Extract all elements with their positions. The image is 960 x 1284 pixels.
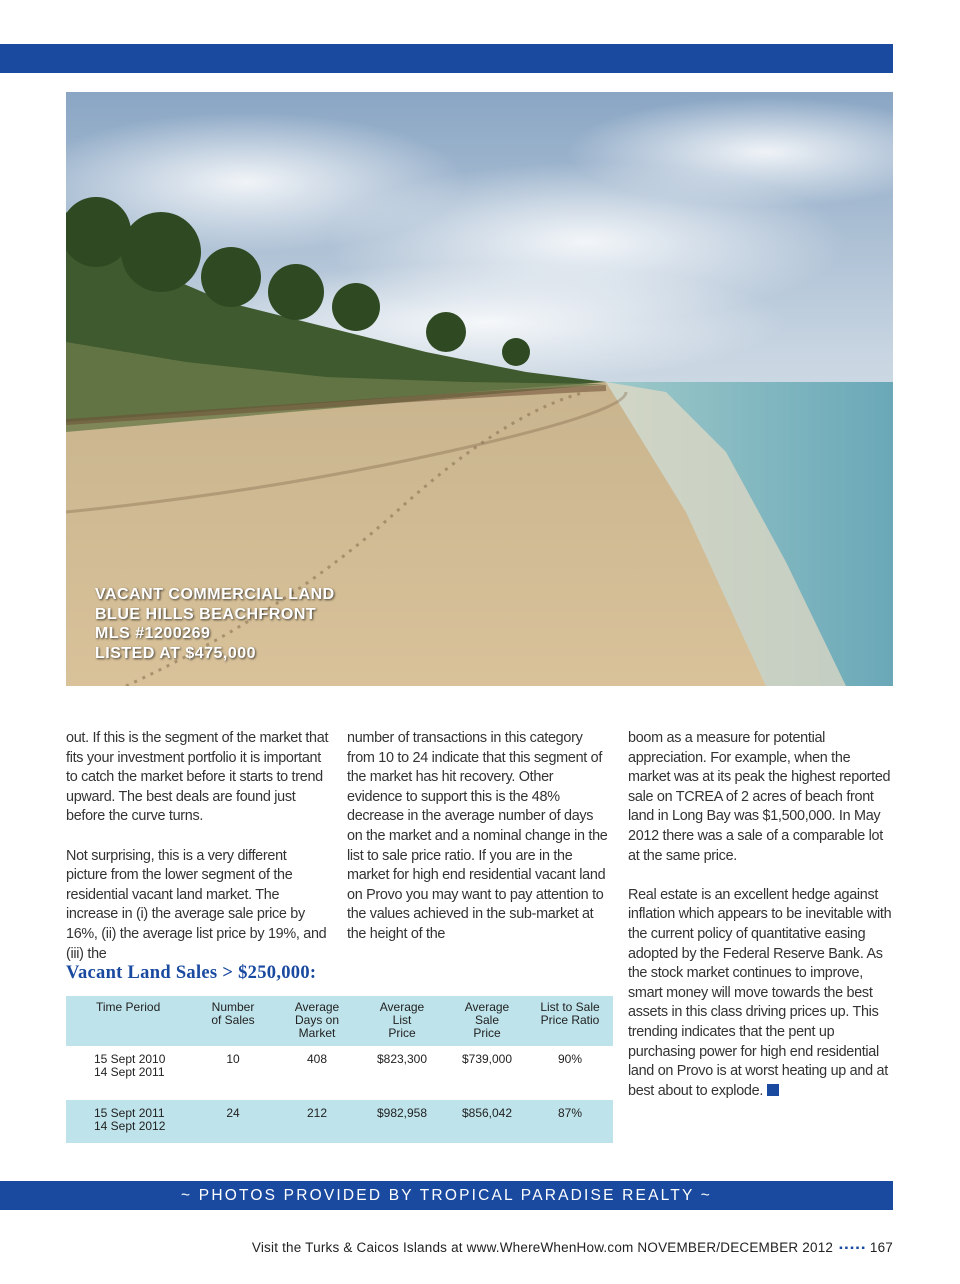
header-line: Price bbox=[388, 1026, 416, 1040]
header-line: Average bbox=[464, 1000, 510, 1014]
table-row bbox=[66, 1100, 613, 1143]
photo-credit-bar: ~ PHOTOS PROVIDED BY TROPICAL PARADISE REALTY ~ bbox=[0, 1181, 893, 1210]
article-paragraph: out. If this is the segment of the market that fits your investment portfolio it is important to catch the market before it starts to trend upward. The best deals are found just before the curve turns. bbox=[66, 730, 329, 825]
article-column-3 bbox=[628, 729, 893, 1121]
beach-photo bbox=[66, 92, 893, 686]
article-paragraph: boom as a measure for potential appreciation. For example, when the market was at its peak the highest reported sale on TCREA of 2 acres of beach front land in Long Bay was $1,500,000. In May 2012 there was a sale of a comparable lot at the same price. bbox=[628, 730, 891, 864]
article-paragraph-text: Real estate is an excellent hedge against inflation which appears to be inevitable with the current policy of quantitative easing adopted by the Federal Reserve Bank. As the stock market continues to improve, smart money will move towards the best assets in this class driving prices up. This trending indicates that the pent up purchasing power for high end residential land on Provo is at worst heating up and at best about to explode. bbox=[628, 886, 892, 1099]
article-paragraph-final bbox=[628, 886, 893, 1102]
header-average-list-price bbox=[369, 1001, 435, 1040]
header-line: Sale bbox=[474, 1013, 500, 1027]
vacant-land-sales-table bbox=[66, 996, 613, 1143]
header-number-of-sales bbox=[201, 1001, 265, 1027]
footer-text: Visit the Turks & Caicos Islands at www.WhereWhenHow.com NOVEMBER/DECEMBER 2012 bbox=[251, 1240, 834, 1255]
caption-line-4: LISTED AT $475,000 bbox=[95, 644, 257, 662]
header-line: of Sales bbox=[211, 1013, 255, 1027]
header-line: Days on bbox=[294, 1013, 340, 1027]
cell-days-on-market: 212 bbox=[306, 1106, 328, 1120]
page-footer bbox=[252, 1240, 893, 1255]
caption-line-3: MLS #1200269 bbox=[95, 625, 211, 642]
cell-list-price: $823,300 bbox=[376, 1052, 428, 1066]
article-paragraph: Not surprising, this is a very different picture from the lower segment of the residential vacant land market. The increase in (i) the average sale price by 16%, (ii) the average list price by 19%, and (iii) the bbox=[66, 847, 327, 962]
photo-caption bbox=[95, 585, 335, 663]
period-start: 15 Sept 2010 bbox=[94, 1052, 166, 1066]
header-line: List bbox=[392, 1013, 412, 1027]
header-list-to-sale-ratio bbox=[528, 1001, 612, 1027]
cell-sale-price: $856,042 bbox=[461, 1106, 513, 1120]
cell-time-period bbox=[94, 1107, 165, 1133]
period-end: 14 Sept 2012 bbox=[94, 1119, 166, 1133]
cell-list-price: $982,958 bbox=[376, 1106, 428, 1120]
cell-price-ratio: 87% bbox=[557, 1106, 583, 1120]
end-of-article-mark bbox=[767, 1084, 779, 1096]
header-line: Price Ratio bbox=[540, 1013, 600, 1027]
header-line: Average bbox=[379, 1000, 425, 1014]
cell-number-of-sales: 10 bbox=[226, 1052, 240, 1066]
cell-time-period bbox=[94, 1053, 165, 1079]
cell-days-on-market: 408 bbox=[306, 1052, 328, 1066]
period-start: 15 Sept 2011 bbox=[94, 1106, 165, 1120]
header-line: Number bbox=[211, 1000, 255, 1014]
header-average-sale-price bbox=[454, 1001, 520, 1040]
cell-sale-price: $739,000 bbox=[461, 1052, 513, 1066]
footer-dots: ▪▪▪▪▪ bbox=[839, 1243, 867, 1254]
table-row bbox=[66, 1046, 613, 1092]
period-end: 14 Sept 2011 bbox=[94, 1065, 165, 1079]
cell-number-of-sales: 24 bbox=[226, 1106, 240, 1120]
header-line: List to Sale bbox=[540, 1000, 600, 1014]
header-line: Market bbox=[298, 1026, 336, 1040]
article-paragraph: number of transactions in this category from 10 to 24 indicate that this segment of the market has hit recovery. Other evidence to support this is the 48% decrease in the average number of days on the market and a nominal change in the list to sale price ratio. If you are in the market for high end residential vacant land on Provo you may want to pay attention to the values achieved in the sub-market at the height of the bbox=[347, 730, 608, 942]
page-number: 167 bbox=[869, 1240, 893, 1255]
caption-line-2: BLUE HILLS BEACHFRONT bbox=[95, 605, 317, 623]
table-title: Vacant Land Sales > $250,000: bbox=[66, 963, 317, 983]
article-column-1 bbox=[66, 729, 331, 984]
header-average-days-on-market bbox=[284, 1001, 350, 1040]
article-column-2 bbox=[347, 729, 612, 964]
row-spacer bbox=[66, 1092, 613, 1100]
caption-line-1: VACANT COMMERCIAL LAND bbox=[95, 586, 335, 603]
header-line: Price bbox=[473, 1026, 501, 1040]
table-header-row bbox=[66, 996, 613, 1046]
cell-price-ratio: 90% bbox=[557, 1052, 583, 1066]
header-line: Average bbox=[294, 1000, 340, 1014]
header-time-period: Time Period bbox=[96, 1000, 161, 1014]
header-color-bar bbox=[0, 44, 893, 73]
